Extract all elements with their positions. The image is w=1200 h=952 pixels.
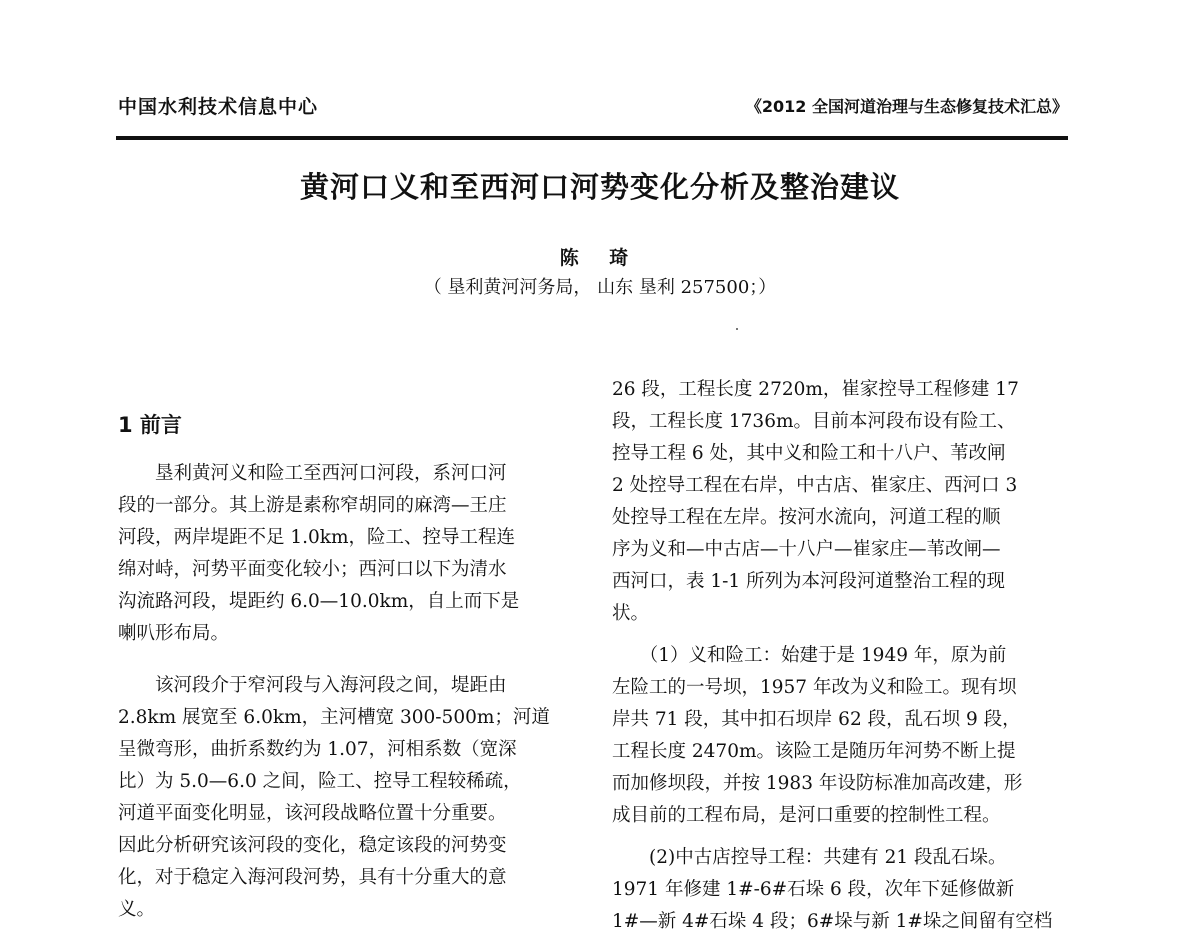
scan-speck [736,328,738,330]
text-line: 1971 年修建 1#-6#石垛 6 段，次年下延修做新 [612,879,1015,900]
article-title: 黄河口义和至西河口河势变化分析及整治建议 [299,170,900,204]
text-line: 西河口，表 1-1 所列为本河段河道整治工程的现 [612,571,1006,592]
text-line: (2)中古店控导工程：共建有 21 段乱石垛。 [612,847,1007,868]
running-header-right: 《2012 全国河道治理与生态修复技术汇总》 [745,97,1068,116]
section-heading-intro: 1 前言 [118,413,182,437]
text-line: 义。 [118,899,156,920]
running-header-left: 中国水利技术信息中心 [118,96,319,118]
text-line: 状。 [612,603,650,624]
text-line: 左险工的一号坝，1957 年改为义和险工。现有坝 [612,677,1017,698]
paragraph-gap [612,832,1064,842]
left-column-paragraph-2 [118,670,570,926]
text-line: 工程长度 2470m。该险工是随历年河势不断上提 [612,741,1016,762]
text-line: 该河段介于窄河段与入海河段之间，堤距由 [118,675,507,696]
text-line: 岸共 71 段，其中扣石坝岸 62 段，乱石坝 9 段， [612,709,1021,730]
text-line: 段，工程长度 1736m。目前本河段布设有险工、 [612,411,1016,432]
text-line: 处控导工程在左岸。按河水流向，河道工程的顺 [612,507,1001,528]
text-line: 序为义和—中古店—十八户—崔家庄—苇改闸— [612,539,1001,560]
text-line: 化，对于稳定入海河段河势，具有十分重大的意 [118,867,507,888]
text-line: 沟流路河段，堤距约 6.0—10.0km，自上而下是 [118,591,520,612]
text-line: 2.8km 展宽至 6.0km，主河槽宽 300-500m；河道 [118,707,550,728]
left-column-paragraph-1 [118,458,570,650]
text-line: 河段，两岸堤距不足 1.0km，险工、控导工程连 [118,527,516,548]
author-affiliation: （ 垦利黄河河务局， 山东 垦利 257500；） [423,277,777,298]
text-line: 2 处控导工程在右岸，中古店、崔家庄、西河口 3 [612,475,1018,496]
text-line: 成目前的工程布局，是河口重要的控制性工程。 [612,805,1001,826]
right-column [612,374,1064,938]
text-line: 26 段，工程长度 2720m，崔家控导工程修建 17 [612,379,1019,400]
text-line: 呈微弯形，曲折系数约为 1.07，河相系数（宽深 [118,739,517,760]
text-line: 喇叭形布局。 [118,623,230,644]
text-line: 比）为 5.0—6.0 之间，险工、控导工程较稀疏， [118,771,522,792]
text-line: 绵对峙，河势平面变化较小；西河口以下为清水 [118,559,507,580]
text-line: 段的一部分。其上游是素称窄胡同的麻湾—王庄 [118,495,507,516]
text-line: 控导工程 6 处，其中义和险工和十八户、苇改闸 [612,443,1006,464]
text-line: 因此分析研究该河段的变化，稳定该段的河势变 [118,835,507,856]
paragraph-gap [612,630,1064,640]
text-line: 垦利黄河义和险工至西河口河段，系河口河 [118,463,507,484]
author-name: 陈 琦 [559,247,641,269]
header-rule [116,136,1068,140]
text-line: 而加修坝段，并按 1983 年设防标准加高改建，形 [612,773,1023,794]
text-line: 河道平面变化明显，该河段战略位置十分重要。 [118,803,507,824]
text-line: （1）义和险工：始建于是 1949 年，原为前 [612,645,1007,666]
text-line: 1#—新 4#石垛 4 段；6#垛与新 1#垛之间留有空档 [612,911,1053,932]
